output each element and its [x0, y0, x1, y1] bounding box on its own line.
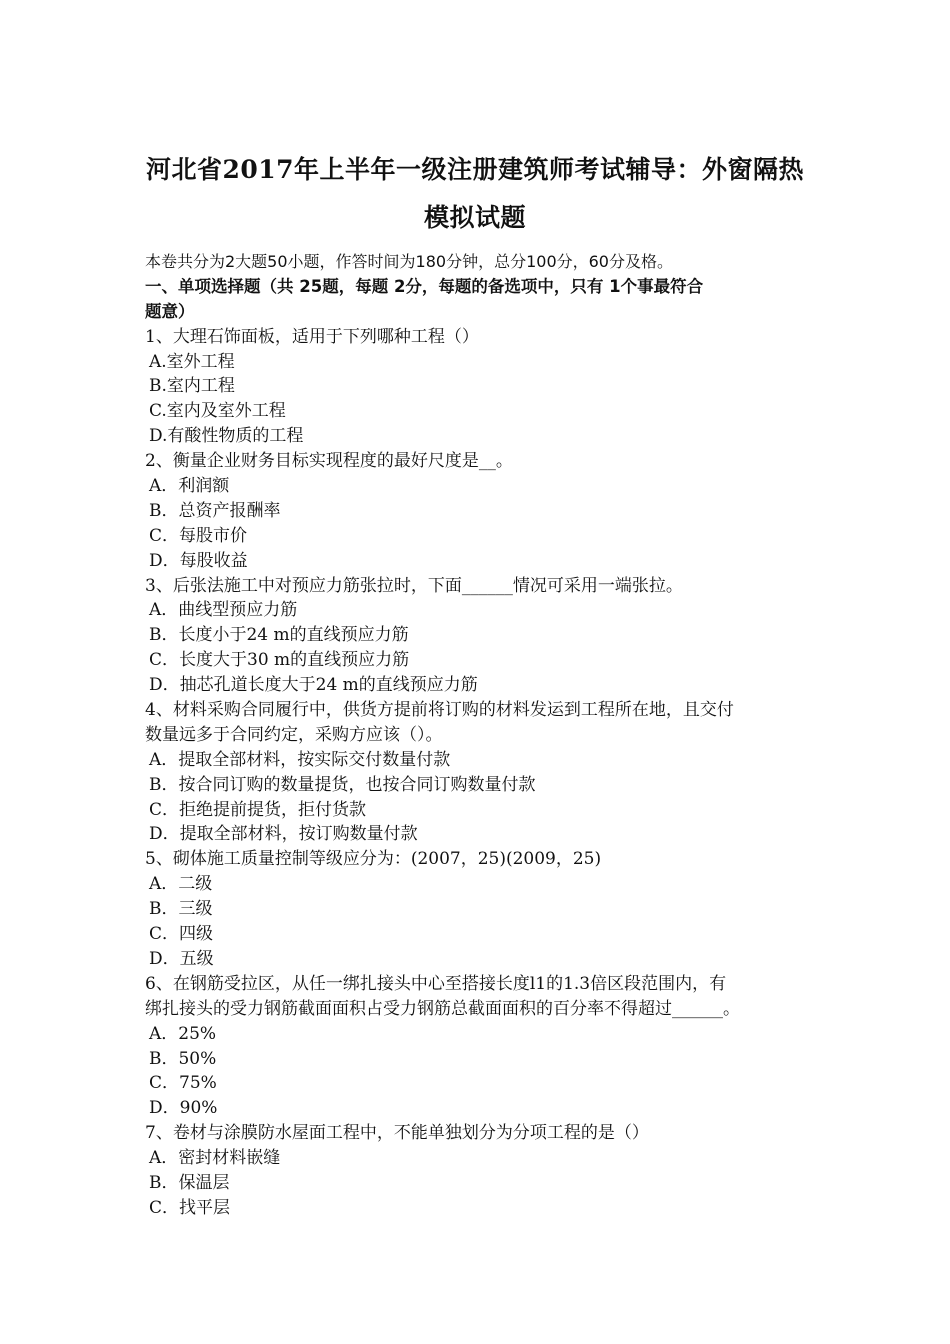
answer-option: D．抽芯孔道长度大于24 m的直线预应力筋 [149, 675, 478, 696]
answer-option: D．提取全部材料，按订购数量付款 [149, 824, 418, 845]
answer-option: B．三级 [149, 899, 213, 920]
question-1 [145, 325, 815, 449]
answer-option: D．90% [149, 1098, 218, 1119]
answer-option: C．长度大于30 m的直线预应力筋 [149, 650, 410, 671]
answer-option: C．拒绝提前提货，拒付货款 [149, 799, 367, 820]
question-7 [145, 1121, 815, 1221]
question-stem-continued: 绑扎接头的受力钢筋截面面积占受力钢筋总截面面积的百分率不得超过______。 [145, 998, 740, 1019]
answer-option: C．每股市价 [149, 525, 248, 546]
answer-option: B.室内工程 [149, 376, 235, 397]
question-stem: 5、砌体施工质量控制等级应分为：(2007，25)(2009，25) [145, 849, 602, 870]
answer-option: D．五级 [149, 948, 214, 969]
answer-option: A．二级 [149, 874, 213, 895]
section-heading-line-1: 一、单项选择题（共 25题，每题 2分，每题的备选项中，只有 1个事最符合 [145, 276, 704, 296]
question-stem: 6、在钢筋受拉区，从任一绑扎接头中心至搭接长度l1的1.3倍区段范围内，有 [145, 973, 727, 994]
question-stem: 7、卷材与涂膜防水屋面工程中，不能单独划分为分项工程的是（） [145, 1123, 649, 1144]
answer-option: C．75% [149, 1073, 217, 1094]
document-body [145, 250, 815, 1221]
page-title-line-1: 河北省2017年上半年一级注册建筑师考试辅导：外窗隔热 [145, 155, 805, 184]
question-stem-continued: 数量远多于合同约定，采购方应该（）。 [145, 724, 443, 745]
answer-option: B．按合同订购的数量提货，也按合同订购数量付款 [149, 774, 536, 795]
exam-intro: 本卷共分为2大题50小题，作答时间为180分钟，总分100分，60分及格。 [145, 252, 673, 271]
answer-option: B．总资产报酬率 [149, 500, 281, 521]
answer-option: A．提取全部材料，按实际交付数量付款 [149, 749, 451, 770]
question-stem: 3、后张法施工中对预应力筋张拉时，下面______情况可采用一端张拉。 [145, 575, 683, 596]
question-stem: 4、材料采购合同履行中，供货方提前将订购的材料发运到工程所在地，且交付 [145, 700, 734, 721]
section-heading-line-2: 题意） [145, 301, 195, 321]
answer-option: A．密封材料嵌缝 [149, 1148, 281, 1169]
question-3 [145, 574, 815, 698]
answer-option: D．每股收益 [149, 550, 248, 571]
answer-option: B．长度小于24 m的直线预应力筋 [149, 625, 409, 646]
answer-option: C．四级 [149, 924, 214, 945]
answer-option: C.室内及室外工程 [149, 401, 286, 422]
answer-option: A．曲线型预应力筋 [149, 600, 298, 621]
answer-option: A．25% [149, 1023, 217, 1044]
answer-option: B．50% [149, 1048, 217, 1069]
answer-option: A.室外工程 [149, 351, 235, 372]
question-5 [145, 847, 815, 971]
question-stem: 2、衡量企业财务目标实现程度的最好尺度是__。 [145, 451, 513, 472]
answer-option: B．保温层 [149, 1172, 230, 1193]
page-title-line-2: 模拟试题 [423, 203, 526, 232]
answer-option: D.有酸性物质的工程 [149, 426, 304, 447]
question-6 [145, 972, 815, 1121]
question-2 [145, 449, 815, 573]
answer-option: A．利润额 [149, 476, 230, 497]
question-4 [145, 698, 815, 847]
answer-option: C．找平层 [149, 1197, 231, 1218]
question-list [145, 325, 815, 1221]
question-stem: 1、大理石饰面板，适用于下列哪种工程（） [145, 326, 479, 347]
